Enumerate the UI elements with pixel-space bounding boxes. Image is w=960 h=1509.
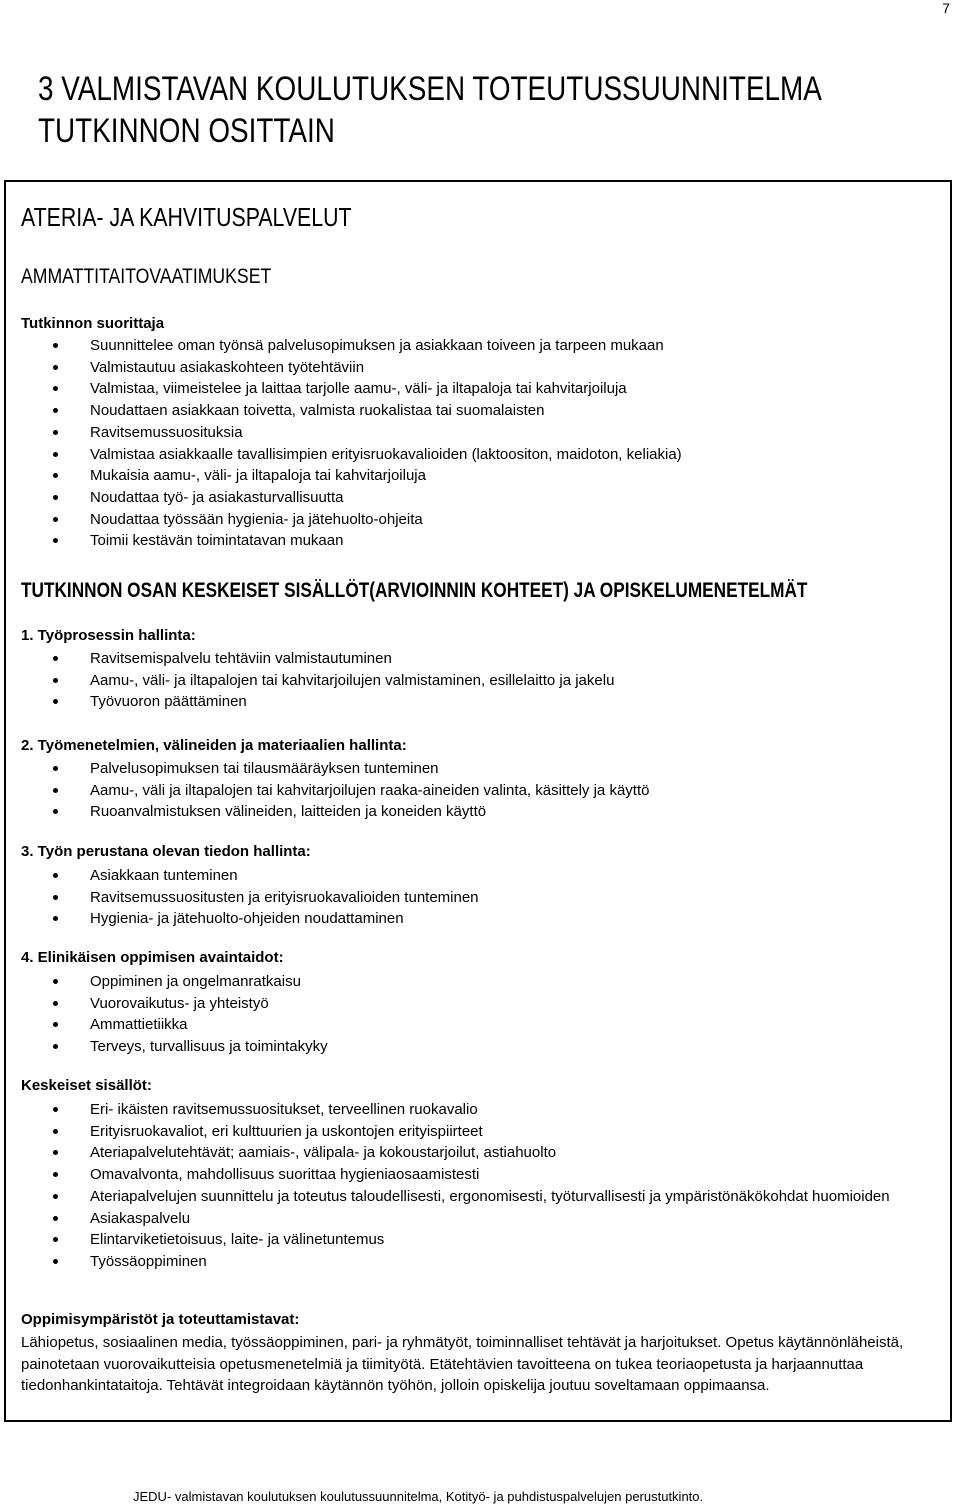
list-item: Erityisruokavaliot, eri kulttuurien ja uskontojen erityispiirteet	[6, 1121, 950, 1143]
list-item: Ateriapalvelujen suunnittelu ja toteutus taloudellisesti, ergonomisesti, työturvallisesti ja ympäristönäkökohdat huomioiden	[6, 1186, 950, 1208]
list-item: Aamu-, väli ja iltapalojen tai kahvitarjoilujen raaka-aineiden valinta, käsittely ja käyttö	[6, 780, 649, 802]
page-number: 7	[942, 0, 950, 16]
list-item: Noudattaen asiakkaan toivetta, valmista ruokalistaa tai suomalaisten	[6, 400, 682, 422]
page-title-line-1: 3 VALMISTAVAN KOULUTUKSEN TOTEUTUSSUUNNITELMA	[38, 70, 822, 108]
list-item: Valmistaa asiakkaalle tavallisimpien erityisruokavalioiden (laktoositon, maidoton, keliakia)	[6, 444, 682, 466]
group-3-title: 3. Työn perustana olevan tiedon hallinta:	[21, 843, 311, 860]
list-item: Valmistaa, viimeistelee ja laittaa tarjolle aamu-, väli- ja iltapaloja tai kahvitarjoiluja	[6, 378, 682, 400]
list-item: Hygienia- ja jätehuolto-ohjeiden noudattaminen	[6, 908, 479, 930]
list-item: Asiakkaan tunteminen	[6, 865, 479, 887]
key-contents-list	[6, 1099, 950, 1273]
list-item: Terveys, turvallisuus ja toimintakyky	[6, 1036, 328, 1058]
content-heading: TUTKINNON OSAN KESKEISET SISÄLLÖT(ARVIOINNIN KOHTEET) JA OPISKELUMENETELMÄT	[21, 579, 808, 602]
group-4-list	[6, 971, 328, 1058]
list-item: Mukaisia aamu-, väli- ja iltapaloja tai kahvitarjoiluja	[6, 465, 682, 487]
list-item: Ravitsemussuositusten ja erityisruokavalioiden tunteminen	[6, 887, 479, 909]
footer: JEDU- valmistavan koulutuksen koulutussuunnitelma, Kotityö- ja puhdistuspalvelujen perustutkinto.	[133, 1489, 704, 1504]
list-item: Ammattietiikka	[6, 1014, 328, 1036]
list-item: Asiakaspalvelu	[6, 1208, 950, 1230]
section-title: ATERIA- JA KAHVITUSPALVELUT	[21, 202, 352, 232]
list-item: Noudattaa työ- ja asiakasturvallisuutta	[6, 487, 682, 509]
group-3-list	[6, 865, 479, 930]
list-item: Palvelusopimuksen tai tilausmääräyksen tunteminen	[6, 758, 649, 780]
requirements-list	[6, 335, 682, 552]
environments-text: Lähiopetus, sosiaalinen media, työssäoppiminen, pari- ja ryhmätyöt, toiminnalliset tehtävät ja harjoitukset. Opetus käytännönläheistä, painotetaan vuorovaikutteisia opetusmenetelmiä ja tiimityötä. Etätehtävien tavoitteena on tukea teoriaopetusta ja harjaannuttaa tiedonhankintataitoja. Tehtävät integroidaan käytännön työhön, jolloin opiskelija joutuu soveltamaan oppimaansa.	[21, 1334, 904, 1394]
list-item: Oppiminen ja ongelmanratkaisu	[6, 971, 328, 993]
group-2-list	[6, 758, 649, 823]
list-item: Ravitsemispalvelu tehtäviin valmistautuminen	[6, 648, 614, 670]
list-item: Ateriapalvelutehtävät; aamiais-, välipala- ja kokoustarjoilut, astiahuolto	[6, 1142, 950, 1164]
requirements-subheading: Tutkinnon suorittaja	[21, 315, 165, 332]
group-1-list	[6, 648, 614, 713]
list-item: Noudattaa työssään hygienia- ja jätehuolto-ohjeita	[6, 509, 682, 531]
list-item: Valmistautuu asiakaskohteen työtehtäviin	[6, 357, 682, 379]
group-4-title: 4. Elinikäisen oppimisen avaintaidot:	[21, 949, 284, 966]
list-item: Ruoanvalmistuksen välineiden, laitteiden ja koneiden käyttö	[6, 801, 649, 823]
environments-title: Oppimisympäristöt ja toteuttamistavat:	[21, 1311, 300, 1328]
requirements-heading: AMMATTITAITOVAATIMUKSET	[21, 265, 272, 288]
group-2-title: 2. Työmenetelmien, välineiden ja materiaalien hallinta:	[21, 737, 407, 754]
list-item: Aamu-, väli- ja iltapalojen tai kahvitarjoilujen valmistaminen, esillelaitto ja jakelu	[6, 670, 614, 692]
list-item: Toimii kestävän toimintatavan mukaan	[6, 530, 682, 552]
page-title	[38, 68, 822, 152]
list-item: Vuorovaikutus- ja yhteistyö	[6, 993, 328, 1015]
list-item: Elintarviketietoisuus, laite- ja välinetuntemus	[6, 1229, 950, 1251]
content-box	[4, 180, 952, 1422]
list-item: Eri- ikäisten ravitsemussuositukset, terveellinen ruokavalio	[6, 1099, 950, 1121]
list-item: Työssäoppiminen	[6, 1251, 950, 1273]
page-title-line-2: TUTKINNON OSITTAIN	[38, 112, 335, 150]
list-item: Työvuoron päättäminen	[6, 691, 614, 713]
group-1-title: 1. Työprosessin hallinta:	[21, 627, 196, 644]
list-item: Suunnittelee oman työnsä palvelusopimuksen ja asiakkaan toiveen ja tarpeen mukaan	[6, 335, 682, 357]
list-item: Omavalvonta, mahdollisuus suorittaa hygieniaosaamistesti	[6, 1164, 950, 1186]
list-item: Ravitsemussuosituksia	[6, 422, 682, 444]
key-contents-title: Keskeiset sisällöt:	[21, 1077, 152, 1094]
